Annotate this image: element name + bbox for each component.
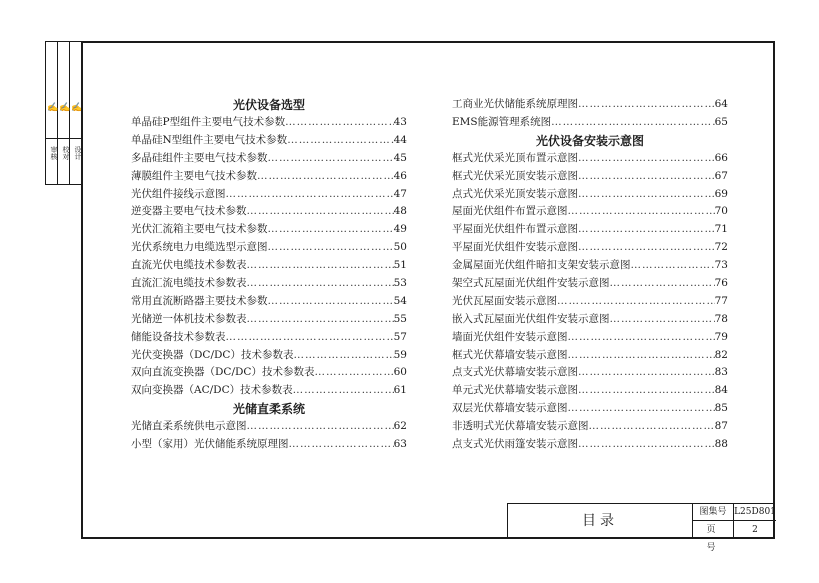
toc-entry-page: 65 (714, 115, 728, 128)
dot-leader (578, 96, 715, 114)
toc-entry-title: 小型（家用）光伏储能系统原理图 (131, 438, 289, 451)
toc-entry-page: 63 (393, 438, 407, 451)
dot-leader (568, 329, 715, 347)
toc-entry-page: 76 (714, 277, 728, 290)
toc-entry-title: 光伏瓦屋面安装示意图 (452, 294, 557, 307)
toc-entry-title: 屋面光伏组件布置示意图 (452, 205, 568, 218)
toc-entry[interactable] (131, 239, 407, 257)
toc-entry-title: 单元式光伏幕墙安装示意图 (452, 384, 578, 397)
toc-entry-page: 60 (393, 366, 407, 379)
toc-entry[interactable] (452, 293, 728, 311)
toc-entry-title: 框式光伏采光顶安装示意图 (452, 169, 578, 182)
toc-entry-page: 83 (714, 366, 728, 379)
dot-leader (226, 329, 394, 347)
toc-entry-title: 常用直流断路器主要技术参数 (131, 294, 268, 307)
toc-entry-page: 53 (393, 277, 407, 290)
toc-entry[interactable] (131, 114, 407, 132)
toc-entry-page: 84 (714, 384, 728, 397)
toc-entry[interactable] (452, 257, 728, 275)
toc-entry-title: 薄膜组件主要电气技术参数 (131, 169, 257, 182)
toc-entry[interactable] (452, 311, 728, 329)
toc-entry-page: 64 (714, 98, 728, 110)
toc-entry-page: 66 (714, 151, 728, 164)
dot-leader (268, 221, 394, 239)
toc-entry[interactable] (131, 150, 407, 168)
dot-leader (268, 293, 394, 311)
toc-entry-page: 46 (393, 169, 407, 182)
toc-entry-page: 51 (393, 259, 407, 272)
toc-entry-page: 88 (714, 438, 728, 451)
dot-leader (578, 150, 715, 168)
toc-entry[interactable] (131, 382, 407, 400)
toc-entry[interactable] (452, 382, 728, 400)
toc-entry-page: 47 (393, 187, 407, 200)
toc-entry[interactable] (452, 168, 728, 186)
toc-entry[interactable] (131, 329, 407, 347)
toc-entry-title: 光伏组件接线示意图 (131, 187, 226, 200)
section-heading: 光伏设备安装示意图 (535, 133, 644, 148)
dot-leader (226, 186, 394, 204)
toc-entry[interactable] (131, 275, 407, 293)
toc-entry-title: 点支式光伏幕墙安装示意图 (452, 366, 578, 379)
toc-entry[interactable] (131, 221, 407, 239)
toc-entry[interactable] (452, 150, 728, 168)
toc-entry-title: 光伏汇流箱主要电气技术参数 (131, 223, 268, 236)
toc-entry-page: 59 (393, 348, 407, 361)
dot-leader (578, 168, 715, 186)
toc-entry-title: 框式光伏采光顶布置示意图 (452, 151, 578, 164)
binding-strip (45, 41, 81, 185)
toc-entry[interactable] (452, 347, 728, 365)
toc-entry[interactable] (131, 364, 407, 382)
dot-leader (568, 400, 715, 418)
toc-entry-page: 61 (393, 384, 407, 397)
toc-entry-page: 55 (393, 312, 407, 325)
dot-leader (247, 257, 394, 275)
dot-leader (610, 311, 715, 329)
toc-entry-page: 71 (714, 223, 728, 236)
dot-leader (568, 203, 715, 221)
toc-entry-title: 点支式光伏雨篷安装示意图 (452, 438, 578, 451)
toc-entry-title: 点式光伏采光顶安装示意图 (452, 187, 578, 200)
strip-label: 校对 (62, 146, 70, 160)
toc-entry-title: 非透明式光伏幕墙安装示意图 (452, 420, 589, 433)
toc-entry[interactable] (131, 168, 407, 186)
toc-entry-page: 49 (393, 223, 407, 236)
title-block (507, 503, 776, 553)
toc-entry-page: 62 (393, 420, 407, 433)
dot-leader (287, 132, 393, 150)
toc-entry-page: 87 (714, 420, 728, 433)
toc-entry-page: 85 (714, 402, 728, 415)
toc-entry-title: 直流光伏电缆技术参数表 (131, 259, 247, 272)
dot-leader (551, 114, 715, 132)
toc-entry-page: 72 (714, 241, 728, 254)
toc-entry-title: 光伏变换器（DC/DC）技术参数表 (131, 348, 294, 361)
toc-entry[interactable] (452, 186, 728, 204)
toc-entry-page: 44 (393, 133, 407, 146)
toc-entry[interactable] (131, 418, 407, 436)
toc-entry[interactable] (452, 96, 728, 114)
toc-entry-page: 73 (714, 259, 728, 272)
toc-entry[interactable] (452, 221, 728, 239)
toc-entry[interactable] (131, 186, 407, 204)
dot-leader (247, 275, 394, 293)
section-heading: 光储直柔系统 (232, 402, 305, 417)
toc-entry[interactable] (452, 114, 728, 132)
dot-leader (247, 311, 394, 329)
toc-entry[interactable] (131, 257, 407, 275)
toc-entry-title: 多晶硅组件主要电气技术参数 (131, 151, 268, 164)
toc-entry[interactable] (131, 203, 407, 221)
toc-entry-title: 光伏系统电力电缆选型示意图 (131, 241, 268, 254)
signature-mark: ✍ (72, 102, 82, 112)
toc-entry[interactable] (452, 275, 728, 293)
toc-entry-title: 金属屋面光伏组件暗扣支架安装示意图 (452, 259, 631, 272)
toc-entry-page: 70 (714, 205, 728, 218)
toc-entry-page: 78 (714, 312, 728, 325)
dot-leader (268, 239, 394, 257)
dot-leader (268, 150, 394, 168)
toc-entry-page: 45 (393, 151, 407, 164)
dot-leader (578, 239, 715, 257)
toc-entry-title: 光储逆一体机技术参数表 (131, 312, 247, 325)
toc-entry-title: EMS能源管理系统图 (452, 115, 552, 128)
dot-leader (568, 347, 715, 365)
toc-entry-page: 79 (714, 330, 728, 343)
toc-entry-title: 直流汇流电缆技术参数表 (131, 277, 247, 290)
atlas-number: L25D801 (734, 504, 776, 521)
dot-leader (610, 275, 715, 293)
dot-leader (257, 168, 394, 186)
dot-leader (557, 293, 715, 311)
toc-entry-title: 单晶硅N型组件主要电气技术参数 (131, 133, 288, 146)
toc-entry[interactable] (452, 400, 728, 418)
toc-entry-title: 双向直流变换器（DC/DC）技术参数表 (131, 366, 315, 379)
toc-entry[interactable] (131, 347, 407, 365)
toc-entry-title: 墙面光伏组件安装示意图 (452, 330, 568, 343)
dot-leader (589, 418, 715, 436)
toc-left-column (131, 96, 407, 454)
dot-leader (285, 114, 394, 132)
toc-entry[interactable] (131, 293, 407, 311)
toc-entry-title: 工商业光伏储能系统原理图 (452, 98, 578, 110)
toc-entry-page: 82 (714, 348, 728, 361)
toc-entry[interactable] (452, 418, 728, 436)
signature-mark: ✍ (48, 102, 58, 112)
dot-leader (578, 364, 715, 382)
toc-entry-title: 嵌入式瓦屋面光伏组件安装示意图 (452, 312, 610, 325)
document-title: 目录 (508, 504, 693, 539)
page-number-label: 页号 (693, 521, 734, 539)
toc-entry-page: 54 (393, 294, 407, 307)
toc-entry-title: 单晶硅P型组件主要电气技术参数 (131, 116, 286, 128)
toc-right-column (452, 96, 728, 454)
toc-entry-title: 储能设备技术参数表 (131, 330, 226, 343)
toc-entry-page: 50 (393, 241, 407, 254)
toc-entry[interactable] (131, 132, 407, 150)
dot-leader (293, 382, 394, 400)
dot-leader (578, 186, 715, 204)
signature-mark: ✍ (60, 102, 70, 112)
toc-entry[interactable] (452, 203, 728, 221)
toc-entry[interactable] (131, 311, 407, 329)
strip-label: 设计 (74, 146, 82, 160)
toc-entry-page: 57 (393, 330, 407, 343)
toc-entry-title: 双向变换器（AC/DC）技术参数表 (131, 384, 293, 397)
dot-leader (293, 347, 393, 365)
toc-entry-title: 架空式瓦屋面光伏组件安装示意图 (452, 277, 610, 290)
toc-entry[interactable] (452, 364, 728, 382)
dot-leader (578, 221, 715, 239)
toc-entry[interactable] (452, 436, 728, 454)
toc-entry-page: 67 (714, 169, 728, 182)
toc-entry-title: 逆变器主要电气技术参数 (131, 205, 247, 218)
section-heading: 光伏设备选型 (232, 98, 305, 112)
toc-entry-page: 48 (393, 205, 407, 218)
dot-leader (247, 203, 394, 221)
toc-entry[interactable] (452, 239, 728, 257)
dot-leader (631, 257, 715, 275)
toc-entry-title: 光储直柔系统供电示意图 (131, 420, 247, 433)
toc-entry-title: 框式光伏幕墙安装示意图 (452, 348, 568, 361)
toc-entry-title: 双层光伏幕墙安装示意图 (452, 402, 568, 415)
atlas-number-label: 图集号 (693, 504, 734, 521)
strip-label: 审核 (50, 146, 58, 160)
toc-entry[interactable] (452, 329, 728, 347)
toc-entry-title: 平屋面光伏组件布置示意图 (452, 223, 578, 236)
toc-entry-page: 69 (714, 187, 728, 200)
toc-entry-page: 77 (714, 294, 728, 307)
toc-entry-title: 平屋面光伏组件安装示意图 (452, 241, 578, 254)
dot-leader (578, 382, 715, 400)
toc-entry[interactable] (131, 436, 407, 454)
toc-entry-page: 43 (393, 116, 407, 128)
dot-leader (578, 436, 715, 454)
page-number: 2 (752, 525, 758, 535)
dot-leader (247, 418, 394, 436)
dot-leader (289, 436, 394, 454)
dot-leader (314, 364, 393, 382)
